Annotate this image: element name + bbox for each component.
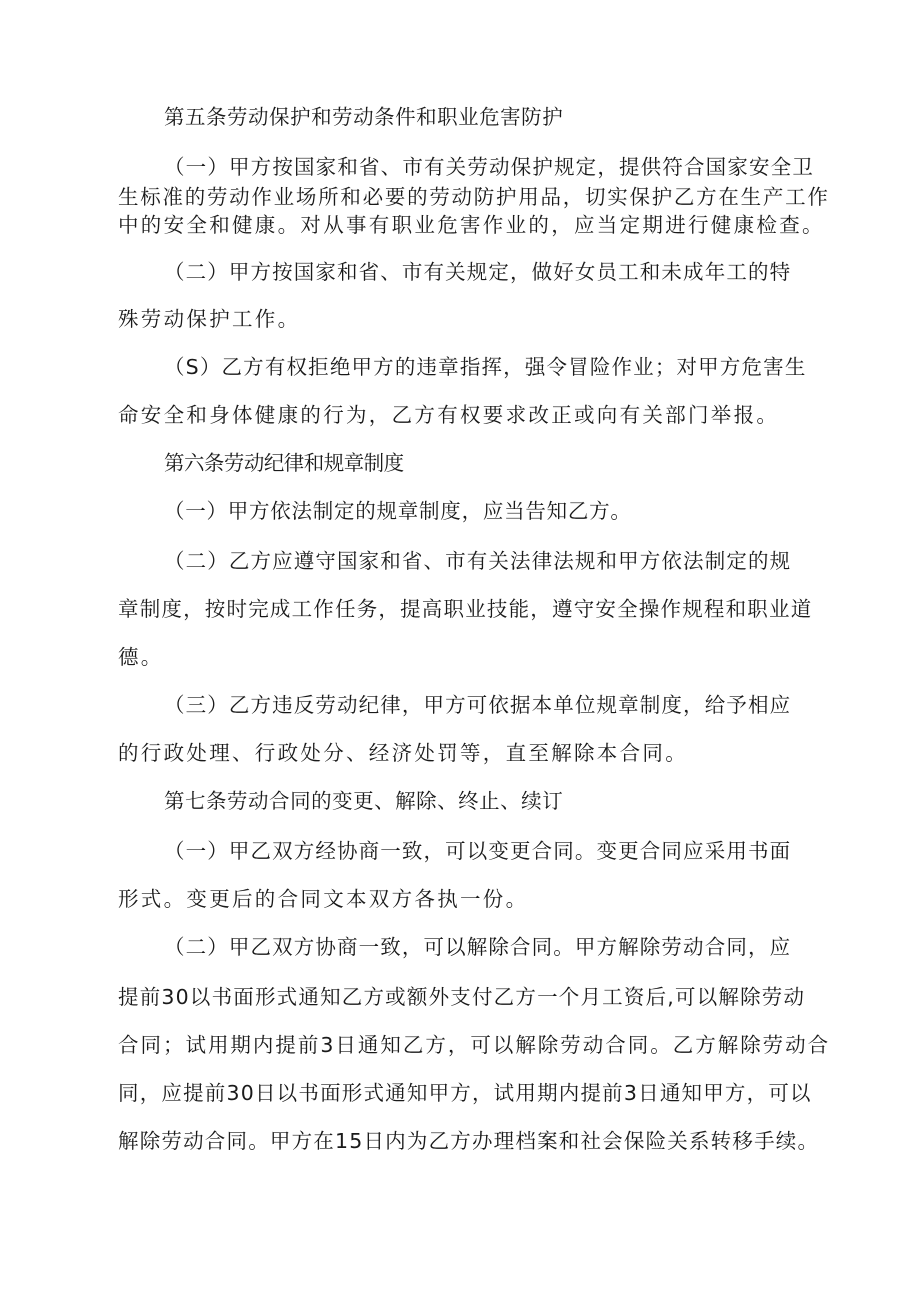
- paragraph-line: 生标准的劳动作业场所和必要的劳动防护用品，切实保护乙方在生产工作: [118, 185, 830, 209]
- paragraph-line: 中的安全和健康。对从事有职业危害作业的，应当定期进行健康检查。: [118, 213, 825, 237]
- paragraph-line: （二）甲方按国家和省、市有关规定，做好女员工和未成年工的特: [164, 260, 792, 284]
- paragraph-line: （S）乙方有权拒绝甲方的违章指挥，强令冒险作业；对甲方危害生: [164, 355, 807, 379]
- paragraph-line: 合同；试用期内提前3日通知乙方，可以解除劳动合同。乙方解除劳动合: [118, 1033, 831, 1057]
- paragraph-line: （二）乙方应遵守国家和省、市有关法律法规和甲方依法制定的规: [164, 549, 792, 573]
- paragraph-line: 殊劳动保护工作。: [118, 307, 301, 331]
- paragraph-line: （一）甲方按国家和省、市有关劳动保护规定，提供符合国家安全卫: [164, 155, 814, 179]
- paragraph-line: （三）乙方违反劳动纪律，甲方可依据本单位规章制度，给予相应: [164, 693, 792, 717]
- article-5-heading: 第五条劳动保护和劳动条件和职业危害防护: [164, 105, 564, 129]
- paragraph-line: 德。: [118, 645, 164, 669]
- paragraph-line: 的行政处理、行政处分、经济处罚等，直至解除本合同。: [118, 741, 688, 765]
- paragraph-line: 命安全和身体健康的行为，乙方有权要求改正或向有关部门举报。: [118, 403, 780, 427]
- paragraph-line: 解除劳动合同。甲方在15日内为乙方办理档案和社会保险关系转移手续。: [118, 1129, 820, 1153]
- paragraph-line: 形式。变更后的合同文本双方各执一份。: [118, 887, 529, 911]
- article-7-heading: 第七条劳动合同的变更、解除、终止、续订: [164, 789, 564, 813]
- article-6-heading: 第六条劳动纪律和规章制度: [164, 451, 404, 475]
- paragraph-line: 同，应提前30日以书面形式通知甲方，试用期内提前3日通知甲方，可以: [118, 1081, 812, 1105]
- paragraph-line: 提前30以书面形式通知乙方或额外支付乙方一个月工资后,可以解除劳动: [118, 985, 806, 1009]
- paragraph-line: （一）甲方依法制定的规章制度，应当告知乙方。: [164, 499, 632, 523]
- paragraph-line: 章制度，按时完成工作任务，提高职业技能，遵守安全操作规程和职业道: [118, 597, 813, 621]
- paragraph-line: （二）甲乙双方协商一致，可以解除合同。甲方解除劳动合同，应: [164, 935, 792, 959]
- paragraph-line: （一）甲乙双方经协商一致，可以变更合同。变更合同应采用书面: [164, 839, 792, 863]
